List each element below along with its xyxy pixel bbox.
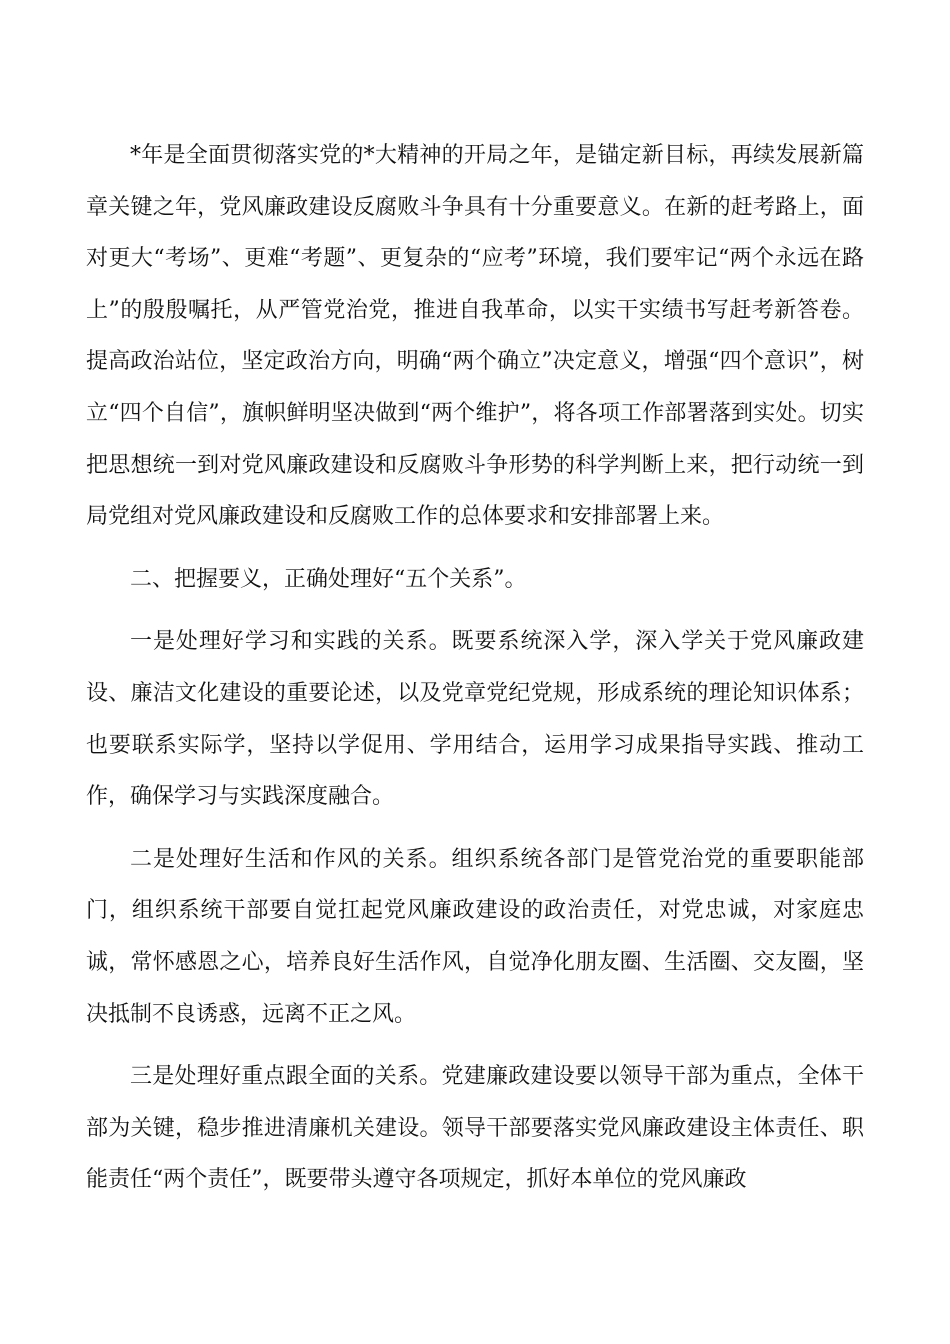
paragraph-study-practice: 一是处理好学习和实践的关系。既要系统深入学，深入学关于党风廉政建设、廉洁文化建设的重要论述，以及党章党纪党规，形成系统的理论知识体系；也要联系实际学，坚持以学促用、学用结合，运用学习成果指导实践、推动工作，确保学习与实践深度融合。 xyxy=(86,629,864,810)
paragraph-life-style: 二是处理好生活和作风的关系。组织系统各部门是管党治党的重要职能部门，组织系统干部要自觉扛起党风廉政建设的政治责任，对党忠诚，对家庭忠诚，常怀感恩之心，培养良好生活作风，自觉净化朋友圈、生活圈、交友圈，坚决抵制不良诱惑，远离不正之风。 xyxy=(86,846,864,1027)
paragraph-focus-overall: 三是处理好重点跟全面的关系。党建廉政建设要以领导干部为重点，全体干部为关键，稳步推进清廉机关建设。领导干部要落实党风廉政建设主体责任、职能责任“两个责任”，既要带头遵守各项规定，抓好本单位的党风廉政 xyxy=(86,1064,864,1193)
paragraph-intro: *年是全面贯彻落实党的*大精神的开局之年，是锚定新目标，再续发展新篇章关键之年，党风廉政建设反腐败斗争具有十分重要意义。在新的赶考路上，面对更大“考场”、更难“考题”、更复杂的“应考”环境，我们要牢记“两个永远在路上”的殷殷嘱托，从严管党治党，推进自我革命，以实干实绩书写赶考新答卷。提高政治站位，坚定政治方向，明确“两个确立”决定意义，增强“四个意识”，树立“四个自信”，旗帜鲜明坚决做到“两个维护”，将各项工作部署落到实处。切实把思想统一到对党风廉政建设和反腐败斗争形势的科学判断上来，把行动统一到局党组对党风廉政建设和反腐败工作的总体要求和安排部署上来。 xyxy=(86,143,864,530)
section-heading: 二、把握要义，正确处理好“五个关系”。 xyxy=(130,566,527,592)
document-body xyxy=(86,130,864,1206)
